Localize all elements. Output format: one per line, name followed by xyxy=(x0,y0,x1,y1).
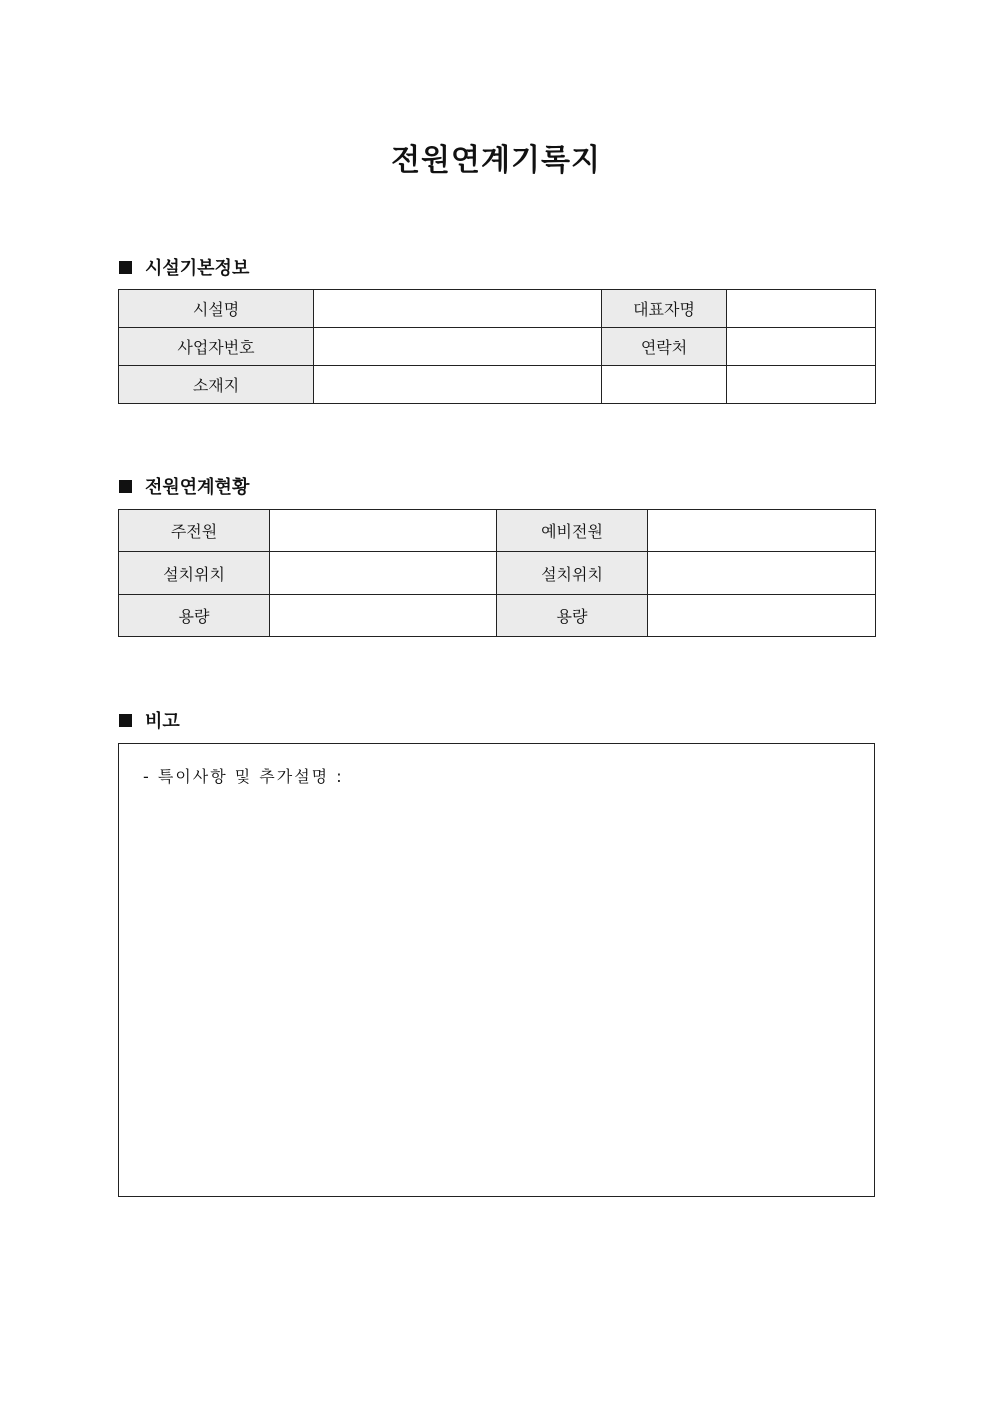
section-heading-label: 시설기본정보 xyxy=(145,258,250,279)
main-install-location-field[interactable] xyxy=(270,552,497,595)
main-install-location-label: 설치위치 xyxy=(119,552,270,595)
empty-cell[interactable] xyxy=(727,366,876,404)
contact-field[interactable] xyxy=(727,328,876,366)
table-row xyxy=(119,552,876,595)
remarks-prompt: - 특이사항 및 추가설명 : xyxy=(143,767,344,786)
square-bullet-icon xyxy=(119,480,132,493)
backup-capacity-field[interactable] xyxy=(648,595,876,637)
table-row xyxy=(119,595,876,637)
section-heading-remarks xyxy=(119,707,180,733)
contact-label: 연락처 xyxy=(602,328,727,366)
section-heading-label: 비고 xyxy=(145,711,180,732)
section-heading-label: 전원연계현황 xyxy=(145,477,250,498)
representative-field[interactable] xyxy=(727,290,876,328)
main-capacity-field[interactable] xyxy=(270,595,497,637)
facility-name-field[interactable] xyxy=(314,290,602,328)
backup-power-field[interactable] xyxy=(648,510,876,552)
location-field[interactable] xyxy=(314,366,602,404)
main-power-label: 주전원 xyxy=(119,510,270,552)
business-number-field[interactable] xyxy=(314,328,602,366)
business-number-label: 사업자번호 xyxy=(119,328,314,366)
main-power-field[interactable] xyxy=(270,510,497,552)
table-row xyxy=(119,366,876,404)
page-title: 전원연계기록지 xyxy=(391,143,601,178)
section-heading-basic-info xyxy=(119,254,249,280)
square-bullet-icon xyxy=(119,714,132,727)
backup-capacity-label: 용량 xyxy=(497,595,648,637)
main-capacity-label: 용량 xyxy=(119,595,270,637)
empty-cell[interactable] xyxy=(602,366,727,404)
backup-install-location-label: 설치위치 xyxy=(497,552,648,595)
backup-install-location-field[interactable] xyxy=(648,552,876,595)
table-row xyxy=(119,290,876,328)
table-row xyxy=(119,510,876,552)
representative-label: 대표자명 xyxy=(602,290,727,328)
facility-name-label: 시설명 xyxy=(119,290,314,328)
location-label: 소재지 xyxy=(119,366,314,404)
square-bullet-icon xyxy=(119,261,132,274)
basic-info-table xyxy=(118,289,876,404)
section-heading-power-status xyxy=(119,473,249,499)
remarks-textarea[interactable] xyxy=(118,743,875,1197)
table-row xyxy=(119,328,876,366)
backup-power-label: 예비전원 xyxy=(497,510,648,552)
power-status-table xyxy=(118,509,876,637)
